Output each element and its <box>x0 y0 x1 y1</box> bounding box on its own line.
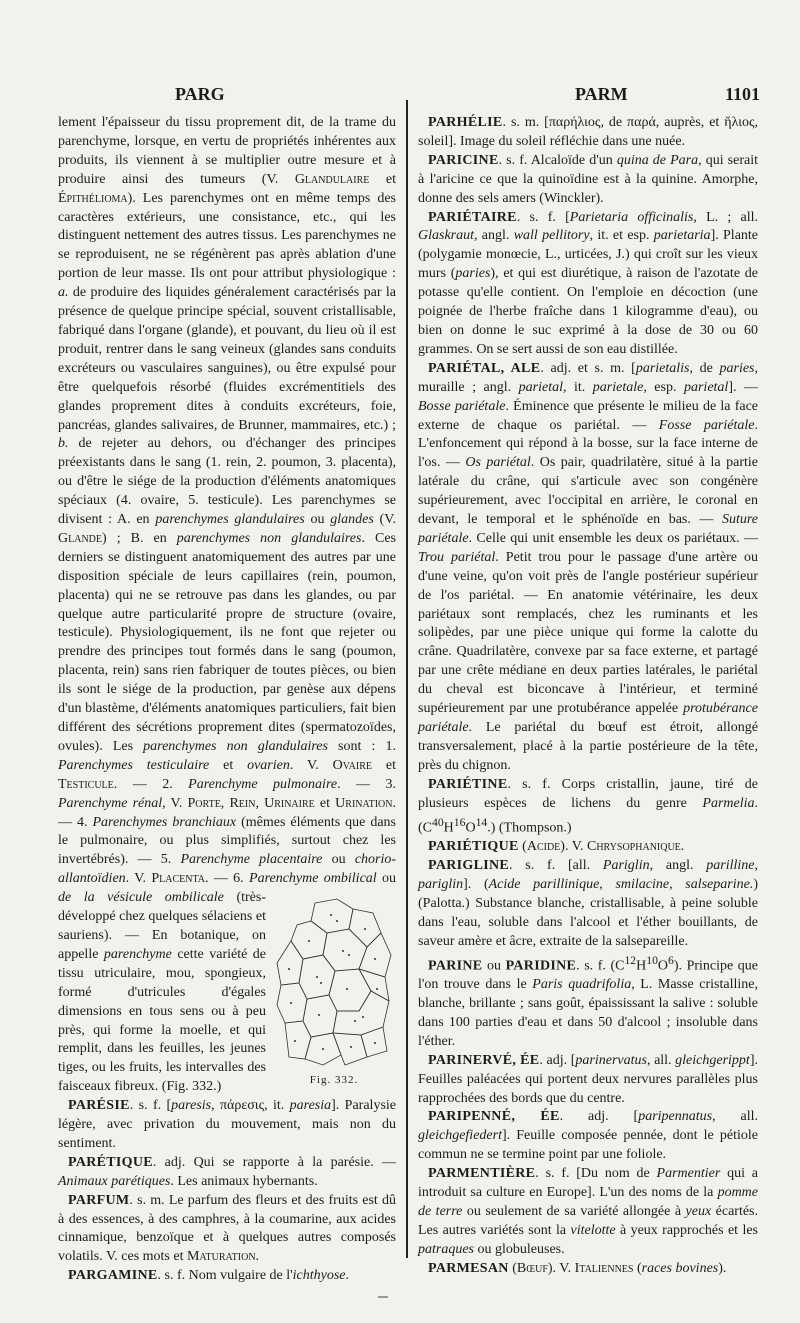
entry-parietique: PARIÉTIQUE (Acide). V. Chrysophanique. <box>428 839 685 855</box>
page-footer-mark <box>378 1296 388 1298</box>
right-column <box>418 114 758 1279</box>
page-number: 1101 <box>724 84 760 104</box>
entry-paripenne: PARIPENNÉ, ÉE. adj. [paripennatus, all. gleichgefiedert]. Feuille composée pennée, dont le pétiole commun ne se termine point par une foliole. <box>418 1109 758 1163</box>
entry-pargamine: PARGAMINE. s. f. Nom vulgaire de l'ichthyose. <box>68 1268 350 1284</box>
entry-parietaire: PARIÉTAIRE. s. f. [Parietaria officinalis, L. ; all. Glaskraut, angl. wall pellitory, it. et esp. parietaria]. Plante (polygamie monœcie, L., urticées, J.) qui croît sur les vieux murs (paries), et qui est diurétique, à raison de l'azotate de potasse qu'elle contient. On l'emploie en décoction (une poignée de l'herbe fraîche dans 1 kilogramme d'eau), ou bien on donne le suc exprimé à la dose de 30 ou 60 grammes. On se sert aussi de son eau distillée. <box>418 209 759 357</box>
header-left-guideword: PARG <box>175 84 225 104</box>
entry-parine: PARINE ou PARIDINE. s. f. $(C^{12}H^{10}O^6)$. Principe que l'on trouve dans le Paris quadrifolia, L. Masse cristalline, blanche, brillante ; sans goût, épaississant la salive : soluble dans 100 parties d'eau et dans 50 d'alcool ; insoluble dans l'éther. <box>418 953 758 1049</box>
figure-caption: Fig. 332. <box>309 1074 359 1087</box>
figure-332 <box>272 893 396 1090</box>
running-header <box>60 84 770 110</box>
entry-parigline: PARIGLINE. s. f. [all. Pariglin, angl. parilline, pariglin]. (Acide parillinique, smilacine, salseparine.) (Palotta.) Substance blanche, cristallisable, à peine soluble dans l'eau, soluble dans l'alcool et l'éther bouillants, de saveur amère et âcre, extraite de la salsepareille. <box>418 858 758 949</box>
column-divider <box>406 100 408 1258</box>
left-column <box>58 114 396 1286</box>
entry-paretique: PARÉTIQUE. adj. Qui se rapporte à la parésie. — Animaux parétiques. Les animaux hybernants. <box>58 1154 396 1189</box>
entry-parmentiere: PARMENTIÈRE. s. f. [Du nom de Parmentier qui a introduit sa culture en Europe]. L'un des noms de la pomme de terre ou seulement de sa variété allongée à yeux écartés. Les autres variétés sont la vitelotte à yeux rapprochés et les patraques ou globuleuses. <box>418 1166 758 1257</box>
entry-paresie: PARÉSIE. s. f. [paresis, πάρεσις, it. paresia]. Paralysie légère, avec privation du mouvement, mais non du sentiment. <box>58 1098 396 1151</box>
entry-parhelie: PARHÉLIE. s. m. [παρήλιος, de παρά, auprès, et ἥλιος, soleil]. Image du soleil réfléchie dans une nuée. <box>418 115 758 149</box>
entry-parenchyme-continued: lement l'épaisseur du tissu proprement dit, de la trame du parenchyme, lorsque, en vertu de propriétés inhérentes aux produits, ils viennent à se multiplier outre mesure et à produire ainsi des tumeurs (V. Glandulaire et Épithélioma). Les parenchymes ont en même temps des caractères extérieurs, une consistance, etc., qui les distinguent nettement des autres tissus. Les parenchymes ne se reproduisent, ne se régénèrent pas après ablation d'une portion de leur masse. Ils ont pour attribut physiologique : a. de produire des liquides généralement caractérisés par la présence de quelque principe spécial, souvent cristallisable, fabriqué dans l'organe (glande), et pouvant, du lieu où il est produit, rentrer dans le sang veineux (glandes sans conduits excréteurs ou vasculaires sanguines), ou être expulsé pour être quelquefois résorbé (fluides excrémentitiels des glandes proprement dites à conduits excréteurs, foie, pancréas, glandes salivaires, de Brunner, mammaires, etc.) ; b. de rejeter au dehors, ou d'échanger des principes préexistants dans le sang (1. rein, 2. poumon, 3. placenta), ou d'être le siége de la production d'éléments anatomiques spéciaux (4. ovaire, 5. testicule). Les parenchymes se divisent : A. en parenchymes glandulaires ou glandes (V. Glande) ; B. en parenchymes non glandulaires. Ces derniers se distinguent anatomiquement des autres par une disposition spéciale de leurs capillaires (rein, poumon, placenta) qui ne se retrouve pas dans les glandes, ou par quelque autre particularité propre de structure (ovaire, testicule). Physiologiquement, ils ne font que rejeter ou prendre des principes tout formés dans le sang (poumon, placenta, rein) sans rien fabriquer de toutes pièces, ou bien ils sont le siége de la production, par genèse aux dépens d'un blastème, d'éléments anatomiques particuliers, fait bien différent des sécrétions proprement dites (spermatozoïdes, ovules). Les parenchymes non glandulaires sont : 1. Parenchymes testiculaire et ovarien. V. Ovaire et Testicule. — 2. Parenchyme pulmonaire. — 3. Parenchyme rénal, V. Porte, Rein, Urinaire et Urination. — 4. Parenchymes branchiaux (mêmes éléments que dans le pulmonaire, ou plus simplifiés, surtout chez les invertébrés). — 5. Parenchyme placentaire ou chorio-allantoïdien. V. Placenta. — 6. Parenchyme ombilical ou Fig. 332. de la vésicule ombilicale (très-développé chez quelques sélaciens et sauriens). — En botanique, on appelle parenchyme cette variété de tissu utriculaire, mou, spongieux, formé d'utricules d'égales dimensions en tous sens ou à peu près, qui forme la moelle, et qui remplit, dans les feuilles, les jeunes tiges, ou les fruits, les intervalles des faisceaux fibreux. (Fig. 332.) <box>58 115 397 1095</box>
entry-parfum: PARFUM. s. m. Le parfum des fleurs et des fruits est dû à des essences, à des camphres, à la coumarine, aux acides cinnamique, benzoïque et à quelques autres composés volatils. V. ces mots et Maturation. <box>58 1192 396 1265</box>
entry-parietine: PARIÉTINE. s. f. Corps cristallin, jaune, tiré de plusieurs espèces de lichens du genre Parmelia. $(C^{40}H^{16}O^{14}.)$ (Thompson.) <box>418 776 758 836</box>
entry-parmesan: PARMESAN (Bœuf). V. Italiennes (races bovines). <box>428 1260 727 1276</box>
header-right-guideword: PARM <box>575 84 628 104</box>
parenchyma-cells-illustration <box>275 893 393 1071</box>
entry-paricine: PARICINE. s. f. Alcaloïde d'un quina de Para, qui serait à l'aricine ce que la quinoïdine est à la quinine. Amorphe, donne des sels amers (Winckler). <box>418 152 758 206</box>
entry-parietal: PARIÉTAL, ALE. adj. et s. m. [parietalis, de paries, muraille ; angl. parietal, it. parietale, esp. parietal]. — Bosse pariétale. Éminence que présente le milieu de la face externe de chaque os pariétal. — Fosse pariétale. L'enfoncement qui répond à la bosse, sur la face interne de l'os. — Os pariétal. Os pair, quadrilatère, situé à la partie latérale du crâne, qui s'articule avec son congénère supérieurement, avec l'occipital en arrière, le coronal en devant, le temporal et le sphénoïde en bas. — Suture pariétale. Celle qui unit ensemble les deux os pariétaux. — Trou pariétal. Petit trou pour le passage d'une artère ou d'une veine, qu'on voit près de l'angle postérieur supérieur de l'os pariétal. — En anatomie vétérinaire, les deux pariétaux sont remplacés, chez les ruminants et les solipèdes, par une pièce unique qui forme la calotte du crâne. Quadrilatère, convexe par sa face externe, et partagé par une crête médiane en deux parties latérales, le pariétal du cheval est biconcave à l'intérieur, et terminé supérieurement par une protubérance appelée protubérance pariétale. Le pariétal du bœuf est étroit, allongé transversalement, placé à la partie postérieure de la tête, près du chignon. <box>418 360 758 773</box>
entry-parinerve: PARINERVÉ, ÉE. adj. [parinervatus, all. gleichgerippt]. Feuilles paléacées qui portent deux nervures parallèles plus rapprochées des bords que du centre. <box>418 1052 758 1106</box>
